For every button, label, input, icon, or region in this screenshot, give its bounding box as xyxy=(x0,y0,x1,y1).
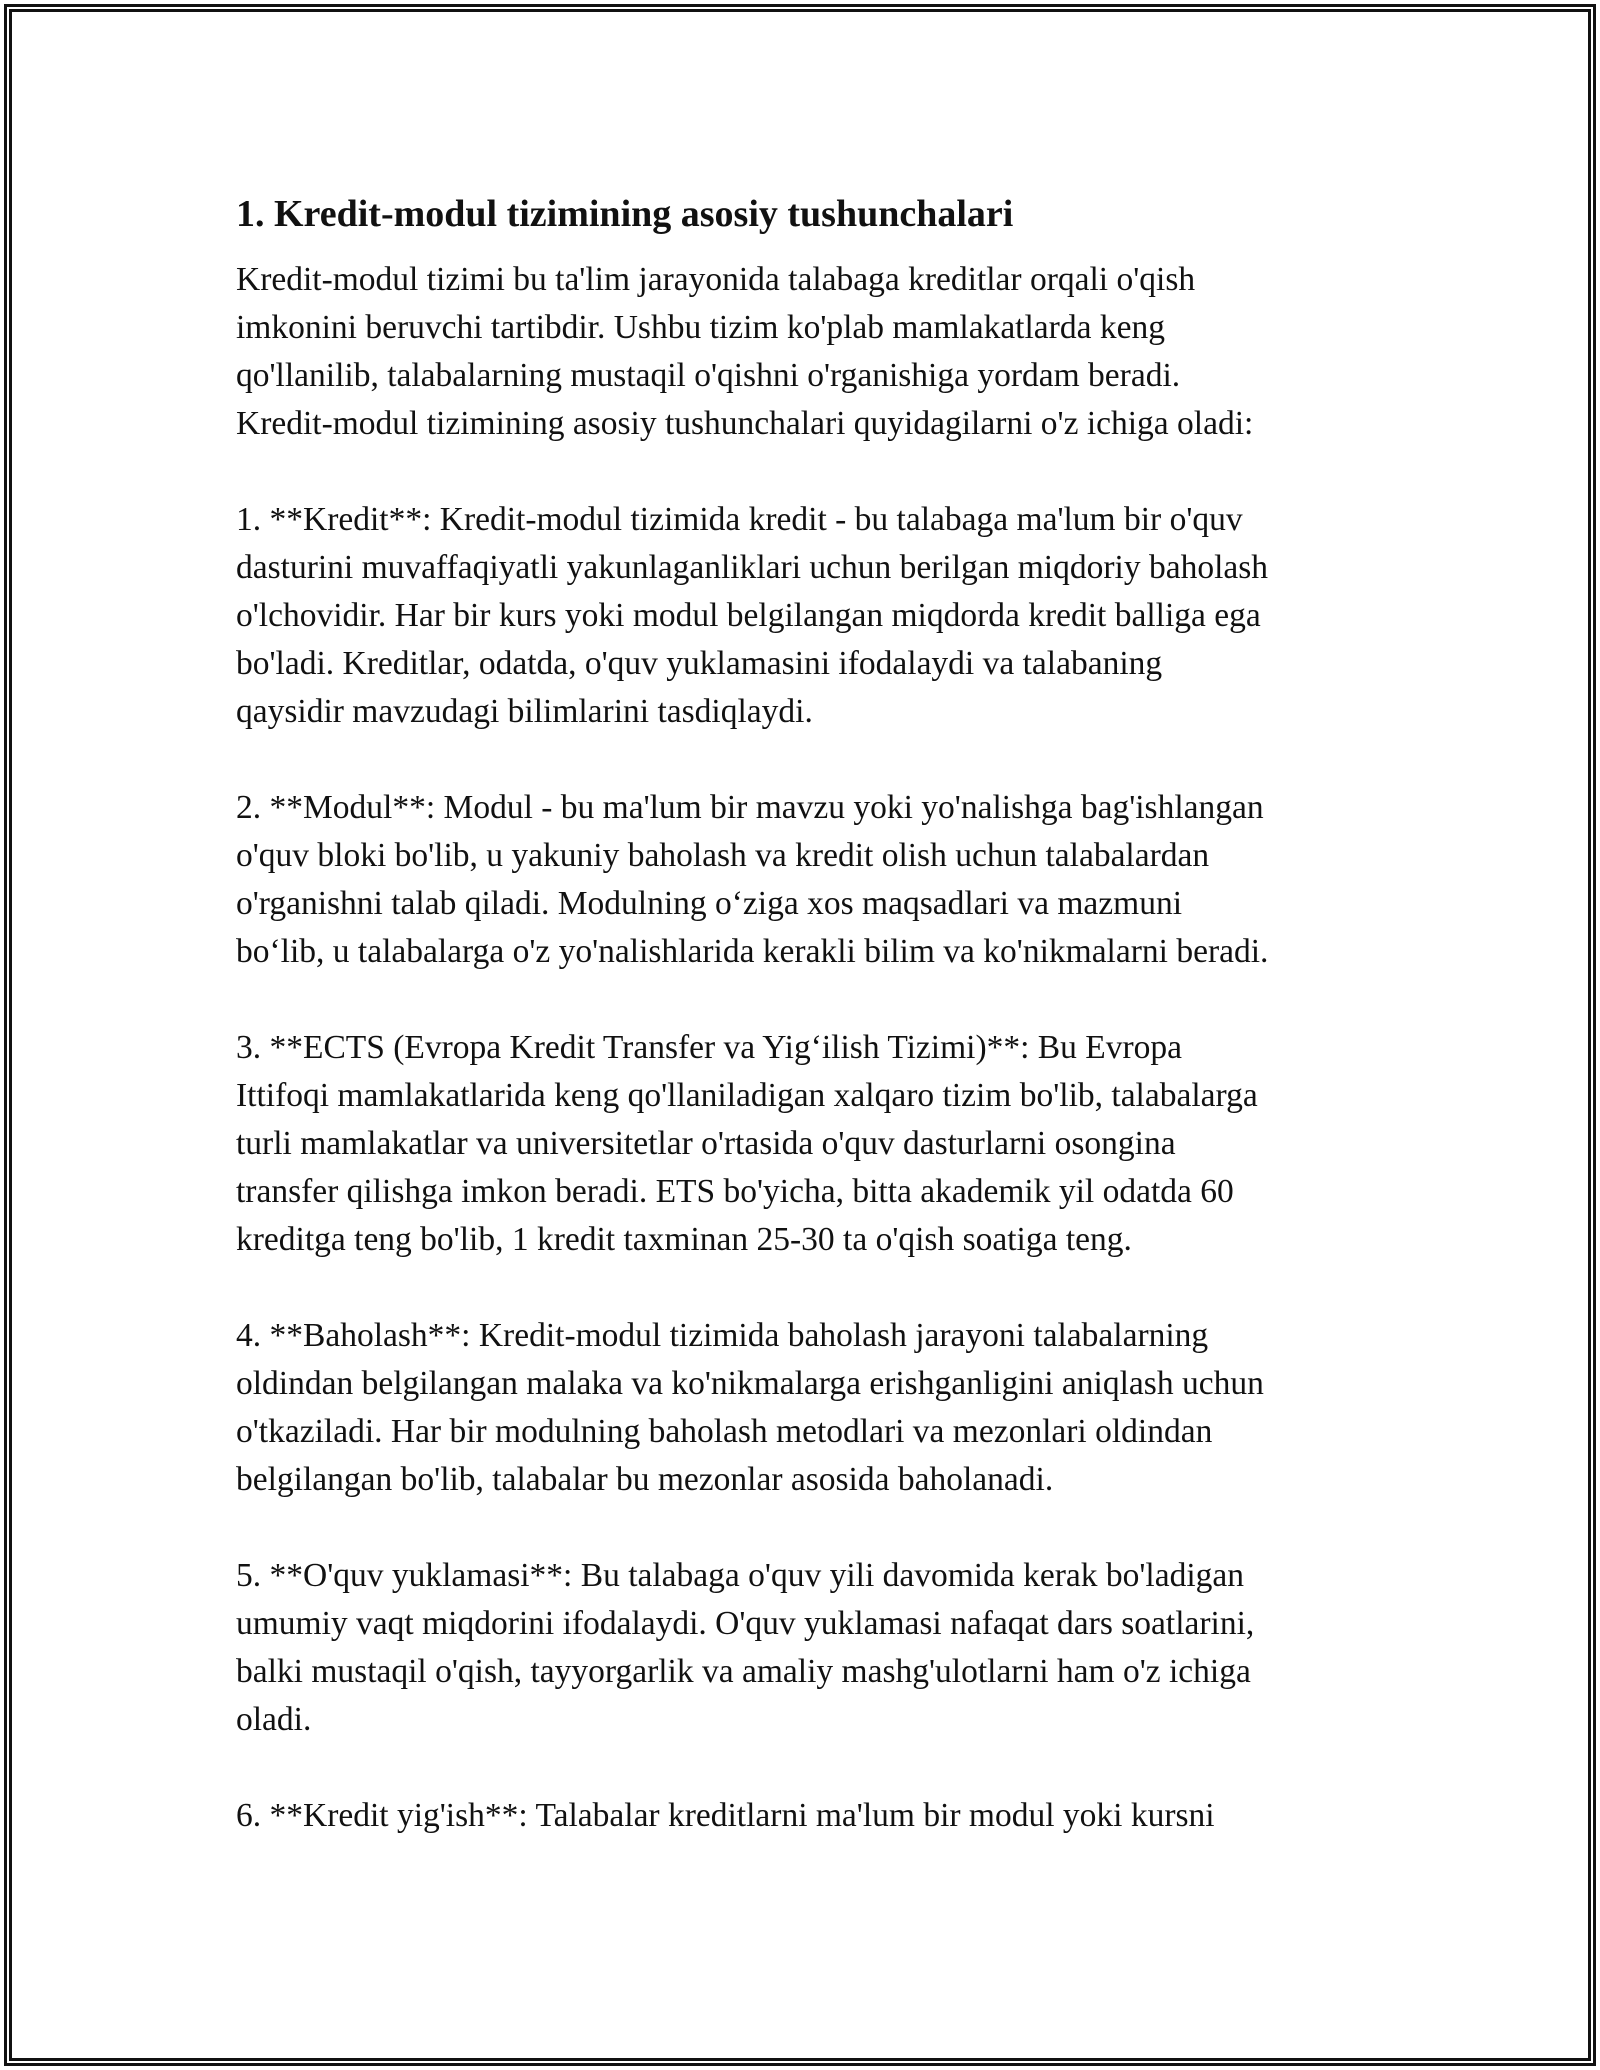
body-text: Kredit-modul tizimi bu ta'lim jarayonida talabaga kreditlar orqali o'qish imkonini beruvchi tartibdir. Ushbu tizim ko'plab mamlakatlarda keng qo'llanilib, talabalarning mustaqil o'qishni o'rganishiga yordam beradi. Kredit-modul tizimining asosiy tushunchalari quyidagilarni o'z ichiga oladi: 1. **Kredit**: Kredit-modul tizimida kredit - bu talabaga ma'lum bir o'quv dasturini muvaffaqiyatli yakunlaganliklari uchun berilgan miqdoriy baholash o'lchovidir. Har bir kurs yoki modul belgilangan miqdorda kredit balliga ega bo'ladi. Kreditlar, odatda, o'quv yuklamasini ifodalaydi va talabaning qaysidir mavzudagi bilimlarini tasdiqlaydi. 2. **Modul**: Modul - bu ma'lum bir mavzu yoki yo'nalishga bag'ishlangan o'quv bloki bo'lib, u yakuniy baholash va kredit olish uchun talabalardan o'rganishni talab qiladi. Modulning o‘ziga xos maqsadlari va mazmuni bo‘lib, u talabalarga o'z yo'nalishlarida kerakli bilim va ko'nikmalarni beradi. 3. **ECTS (Evropa Kredit Transfer va Yig‘ilish Tizimi)**: Bu Evropa Ittifoqi mamlakatlarida keng qo'llaniladigan xalqaro tizim bo'lib, talabalarga turli mamlakatlar va universitetlar o'rtasida o'quv dasturlarni osongina transfer qilishga imkon beradi. ETS bo'yicha, bitta akademik yil odatda 60 kreditga teng bo'lib, 1 kredit taxminan 25-30 ta o'qish soatiga teng. 4. **Baholash**: Kredit-modul tizimida baholash jarayoni talabalarning oldindan belgilangan malaka va ko'nikmalarga erishganligini aniqlash uchun o'tkaziladi. Har bir modulning baholash metodlari va mezonlari oldindan belgilangan bo'lib, talabalar bu mezonlar asosida baholanadi. 5. **O'quv yuklamasi**: Bu talabaga o'quv yili davomida kerak bo'ladigan umumiy vaqt miqdorini ifodalaydi. O'quv yuklamasi nafaqat dars soatlarini, balki mustaqil o'qish, tayyorgarlik va amaliy mashg'ulotlarni ham o'z ichiga oladi. 6. **Kredit yig'ish**: Talabalar kreditlarni ma'lum bir modul yoki kursni xyxy=(236,261,1269,1834)
document-content xyxy=(236,184,1376,1840)
section-heading: 1. Kredit-modul tizimining asosiy tushunchalari xyxy=(236,193,1014,235)
